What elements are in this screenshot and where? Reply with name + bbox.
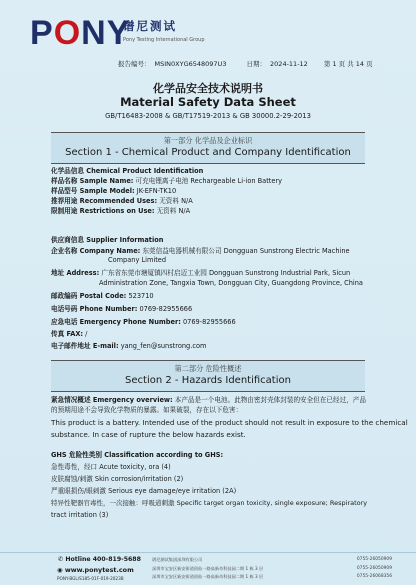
email-link[interactable]: yang_fen@sunstrong.com (120, 342, 207, 350)
title-en: Material Safety Data Sheet (120, 95, 296, 109)
logo-text: PONY (30, 14, 131, 52)
section-1-cn: 第一部分 化学品及企业标识 (163, 136, 253, 145)
ghs-class-3: 严重眼损伤/眼刺激 Serious eye damage/eye irritation (2A) (51, 487, 237, 495)
hotline: ✆ Hotline 400-819-5688 (58, 556, 141, 563)
standards: GB/T16483-2008 & GB/T17519-2013 & GB 30000.2-29-2013 (105, 112, 311, 120)
globe-icon: ◉ (57, 566, 65, 574)
postal-row: 邮政编码 Postal Code: 523710 (51, 292, 154, 300)
sample-model-row: 样品型号 Sample Model: JK-EFN-TK10 (51, 187, 177, 195)
phone-row: 电话号码 Phone Number: 0769-82955666 (51, 305, 193, 313)
emergency-row: 应急电话 Emergency Phone Number: 0769-82955666 (51, 318, 236, 326)
overview-row: 紧急情况概述 Emergency overview: 本产品是一个电池。此物由密封壳体封装的安全但在已经过，产品 (51, 396, 366, 404)
address-row: 地址 Address: 广东省东莞市塘厦镇四村启迈工业园 Dongguan Sunstrong Industrial Park, Sicun (51, 269, 351, 277)
report-date: 2024-11-12 (270, 60, 308, 68)
fax-row: 传真 FAX: / (51, 330, 88, 338)
address-row-2: Administration Zone, Tangxia Town, Dongguan City, Guangdong Province, China (99, 279, 363, 287)
overview-en-1: This product is a battery. Intended use of the product should not result in exposure to the chemical (51, 418, 408, 427)
sample-name-row: 样品名称 Sample Name: 可充电锂离子电池 Rechargeable Li-ion Battery (51, 177, 283, 185)
ghs-class-2: 皮肤腐蚀/刺激 Skin corrosion/irritation (2) (51, 475, 184, 483)
recommended-uses-row: 推荐用途 Recommended Uses: 无资料 N/A (51, 197, 193, 205)
report-no: MSIN0XYG6548097U3 (154, 60, 227, 68)
doc-number: PONY-BGL/S185-01F-019-2023B (57, 576, 124, 581)
ghs-heading: GHS 危险性类别 Classification according to GHS: (51, 451, 224, 459)
section-2-en: Section 2 - Hazards Identification (125, 375, 291, 386)
company-row: 企业名称 Company Name: 东莞信益电器机械有限公司 Dongguan Sunstrong Electric Machine (51, 247, 350, 255)
company-row-2: Company Limited (108, 256, 167, 264)
page-indicator: 第 1 页 共 14 页 (323, 60, 373, 68)
ghs-class-4: 特异性靶器官毒性，一次接触：呼吸道刺激 Specific target organ toxicity, single exposure; Respiratory (51, 499, 368, 507)
section-2-cn: 第二部分 危险性概述 (174, 364, 242, 373)
title-cn: 化学品安全技术说明书 (153, 82, 263, 95)
brand-en: Pony Testing International Group (123, 37, 205, 43)
section-2-banner (51, 360, 365, 392)
brand-cn: 谱尼测试 (123, 19, 177, 33)
report-header (0, 0, 416, 56)
supplier-heading: 供应商信息 Supplier Information (51, 236, 164, 244)
email-row: 电子邮件地址 E-mail: yang_fen@sunstrong.com (51, 342, 207, 350)
report-meta (118, 59, 408, 68)
report-no-label: 报告编号： (118, 60, 151, 68)
section-1-en: Section 1 - Chemical Product and Company Identification (65, 147, 351, 158)
pony-logo (30, 16, 130, 50)
overview-row-2: 的预期用途不会导致化学物质的暴露。如果破裂，存在以下危害： (51, 406, 243, 414)
section-1-banner (51, 132, 365, 164)
chem-heading: 化学品信息 Chemical Product Identification (51, 167, 204, 175)
restrictions-row: 限制用途 Restrictions on Use: 无资料 N/A (51, 207, 191, 215)
ghs-class-4-2: tract irritation (3) (51, 511, 109, 519)
date-label: 日期： (246, 60, 267, 68)
phone-icon: ✆ (58, 556, 66, 563)
website-link[interactable]: ◉ www.ponytest.com (57, 566, 134, 574)
footer-addresses: 谱尼测试集团深圳有限公司 深圳市宝安区新安街道留仙一路高新奇科技园二期 1 栋 3 层 深圳市宝安区新安街道留仙一路高新奇科技园二期 1 栋 3 层 (152, 557, 264, 579)
overview-en-2: substance. In case of rupture the below hazards exist. (51, 430, 246, 439)
ghs-class-1: 急性毒性，经口 Acute toxicity, ora (4) (51, 463, 171, 471)
footer-phones: 0755-26050909 0755-26050909 0755-26068356 (356, 557, 392, 579)
